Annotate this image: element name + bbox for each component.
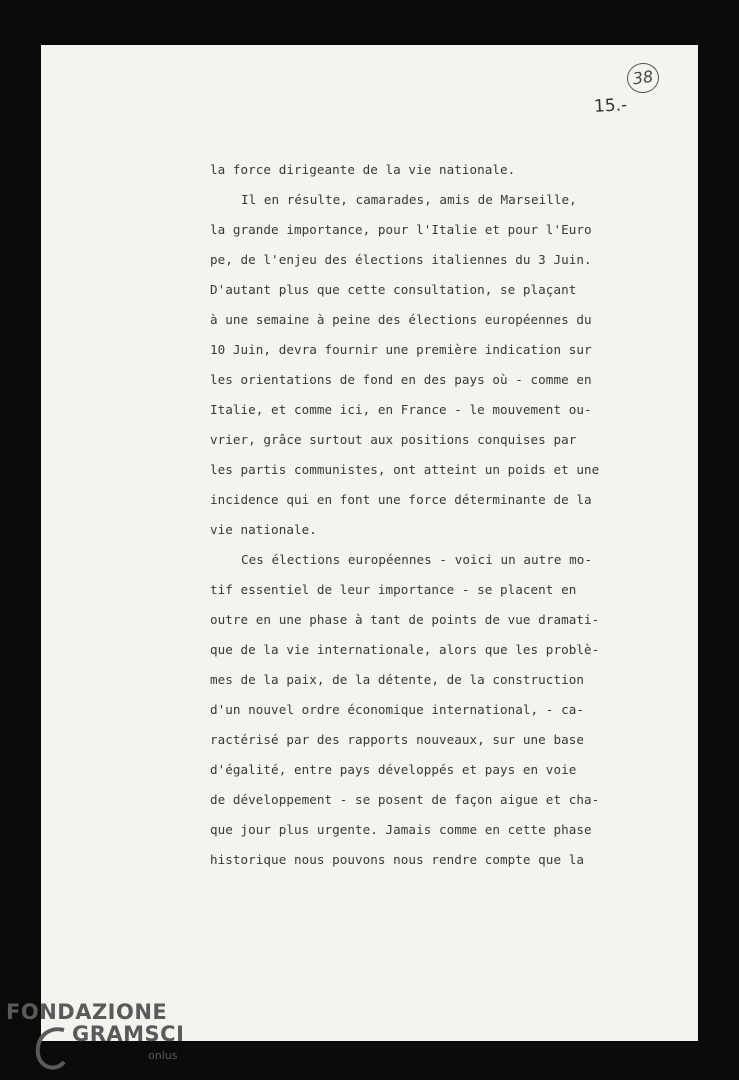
logo-line-2: GRAMSCI	[72, 1022, 185, 1046]
archive-number: 38	[631, 66, 655, 89]
text-line: à une semaine à peine des élections européennes du	[210, 312, 592, 327]
text-line: historique nous pouvons nous rendre compte que la	[210, 852, 584, 867]
text-line: d'un nouvel ordre économique international, - ca-	[210, 702, 584, 717]
text-line: vie nationale.	[210, 522, 317, 537]
text-line: les partis communistes, ont atteint un poids et une	[210, 462, 600, 477]
text-line: Il en résulte, camarades, amis de Marseille,	[241, 192, 577, 207]
text-line: de développement - se posent de façon aigue et cha-	[210, 792, 600, 807]
typed-text-body	[210, 155, 620, 875]
page-number: 15.-	[593, 95, 628, 117]
text-line: d'égalité, entre pays développés et pays en voie	[210, 762, 577, 777]
text-line: Italie, et comme ici, en France - le mouvement ou-	[210, 402, 592, 417]
text-line: la grande importance, pour l'Italie et pour l'Euro	[210, 222, 592, 237]
text-line: D'autant plus que cette consultation, se plaçant	[210, 282, 577, 297]
text-line: que jour plus urgente. Jamais comme en cette phase	[210, 822, 592, 837]
text-line: mes de la paix, de la détente, de la construction	[210, 672, 584, 687]
text-line: les orientations de fond en des pays où - comme en	[210, 372, 592, 387]
text-line: pe, de l'enjeu des élections italiennes du 3 Juin.	[210, 252, 592, 267]
text-line: ractérisé par des rapports nouveaux, sur une base	[210, 732, 584, 747]
text-line: vrier, grâce surtout aux positions conquises par	[210, 432, 577, 447]
logo-swirl-icon	[30, 1020, 70, 1076]
text-line: la force dirigeante de la vie nationale.	[210, 162, 516, 177]
text-line: que de la vie internationale, alors que les problè-	[210, 642, 600, 657]
text-line: 10 Juin, devra fournir une première indication sur	[210, 342, 592, 357]
fondazione-gramsci-logo	[6, 1000, 186, 1080]
text-line: tif essentiel de leur importance - se placent en	[210, 582, 577, 597]
logo-line-3: onlus	[148, 1049, 178, 1062]
text-line: outre en une phase à tant de points de vue dramati-	[210, 612, 600, 627]
text-line: Ces élections européennes - voici un autre mo-	[241, 552, 593, 567]
logo-line-1: FONDAZIONE	[6, 1000, 168, 1024]
text-line: incidence qui en font une force déterminante de la	[210, 492, 592, 507]
